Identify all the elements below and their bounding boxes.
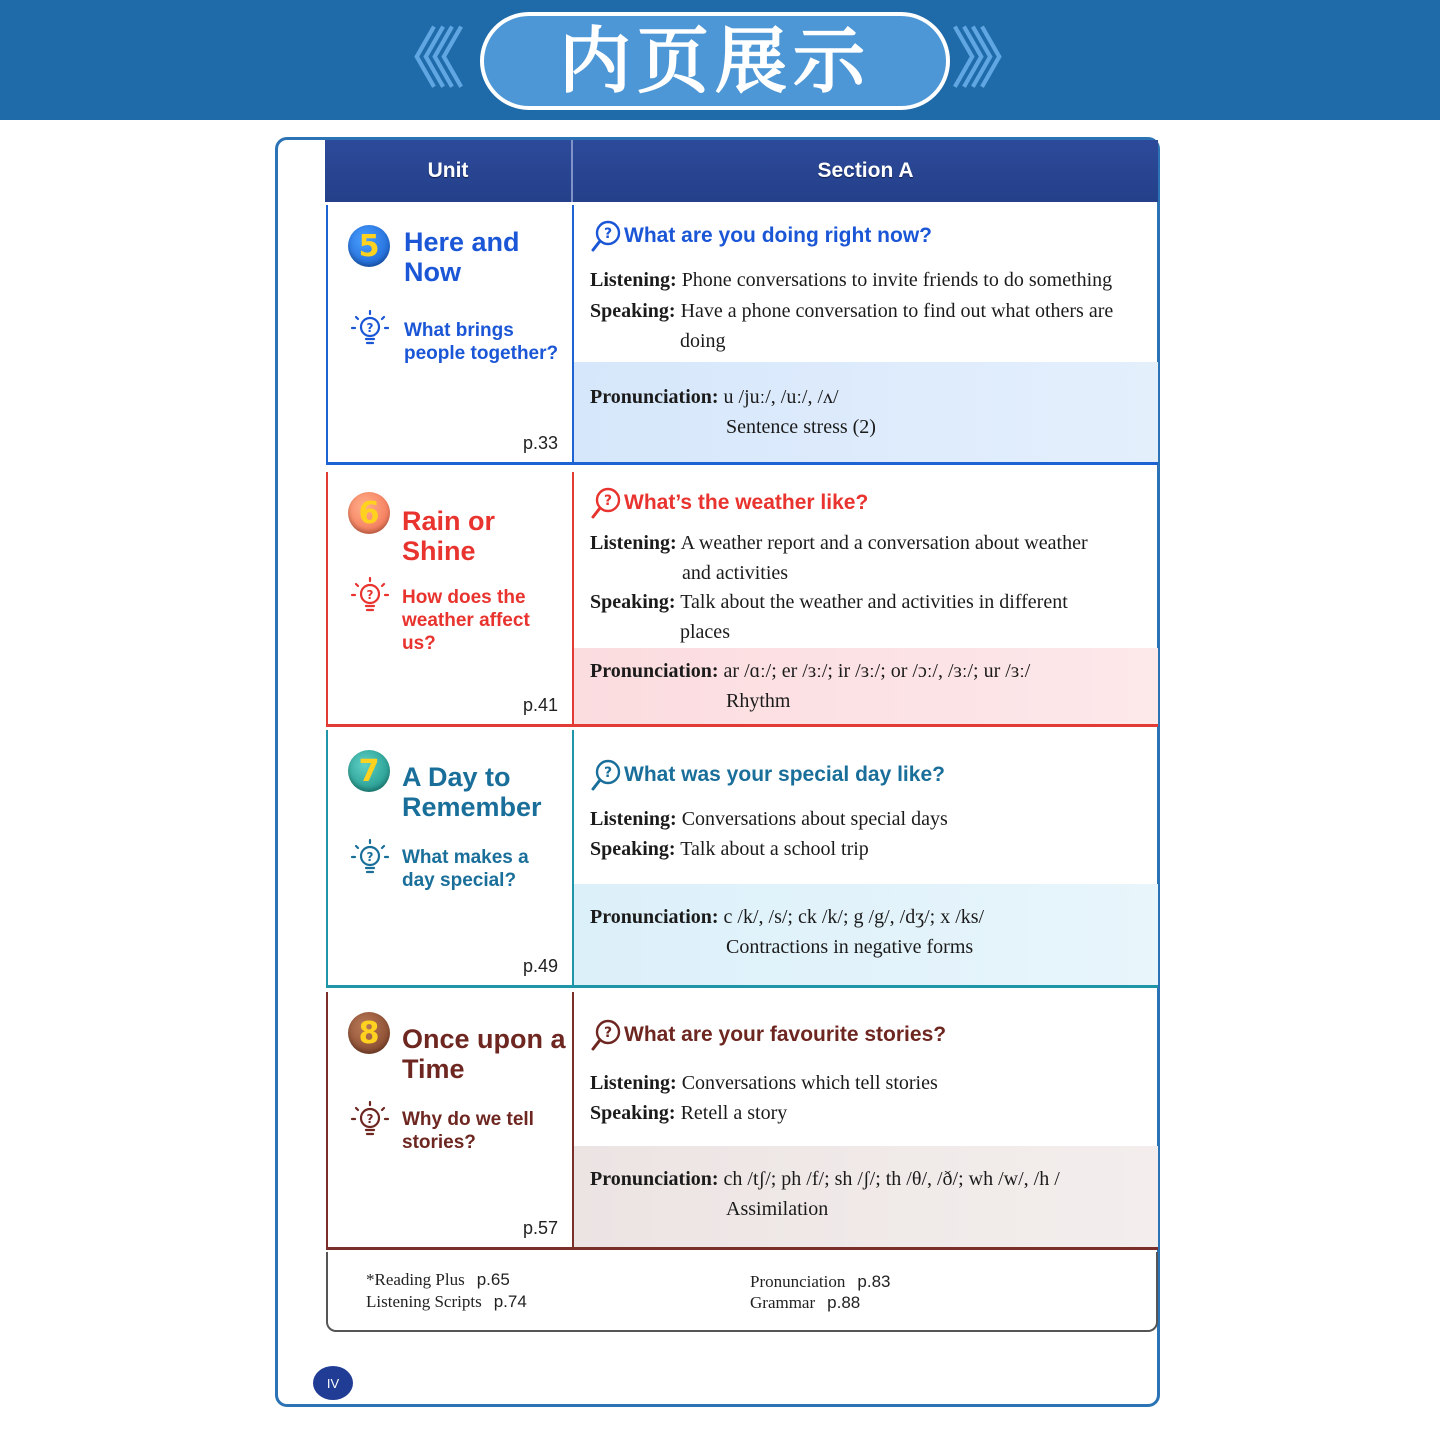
listening-text: Listening: Conversations about special days [590,808,948,830]
lightbulb-question-icon [350,576,390,616]
header-unit: Unit [325,140,573,202]
svg-text:?: ? [603,765,613,781]
unit-title: Here and Now [404,227,520,287]
speaking-text: Speaking: Retell a story [590,1102,788,1124]
speaking-text: Speaking: Talk about a school trip [590,838,869,860]
table-header [325,140,1158,202]
svg-text:?: ? [366,588,374,602]
listening-scripts-entry: Listening Scripts p.74 [366,1292,527,1311]
section-question: ? What was your special day like? [590,758,945,792]
magnifier-question-icon [590,758,622,792]
listening-text: Listening: Phone conversations to invite friends to do something [590,269,1113,291]
unit-number-badge: 7 [348,750,390,792]
unit-row-5 [326,205,1158,465]
reading-plus-entry: *Reading Plus p.65 [366,1270,510,1289]
pronunciation-entry: Pronunciation p.83 [750,1272,891,1291]
listening-text: Listening: Conversations which tell stories [590,1072,938,1094]
unit-page: p.57 [522,1218,558,1238]
unit-title: Rain or Shine [402,506,496,566]
unit-row-6 [326,472,1158,727]
speaking-text: Speaking: Have a phone conversation to find out what others are doing [590,300,1114,352]
unit-big-question: What makes a day special? [402,847,529,891]
banner-pill [480,12,950,110]
section-cell [574,730,1158,988]
appendix-box [326,1252,1158,1332]
pronunciation-text: Pronunciation: ch /tʃ/; ph /f/; sh /ʃ/; th /θ/, /ð/; wh /w/, /h / Assimilation [590,1168,1060,1220]
section-question: ? What are your favourite stories? [590,1018,946,1052]
unit-cell [326,472,574,727]
lightbulb-question-icon [350,1100,390,1140]
magnifier-question-icon [590,1018,622,1052]
svg-text:?: ? [603,493,613,509]
section-cell [574,992,1158,1250]
unit-number-badge: 8 [348,1012,390,1054]
pronunciation-text: Pronunciation: c /k/, /s/; ck /k/; g /g/, /dʒ/; x /ks/ Contractions in negative forms [590,906,985,958]
page-number-badge: IV [313,1366,353,1400]
unit-big-question: What brings people together? [404,320,559,364]
unit-row-7 [326,730,1158,988]
banner-title: 内页展示 [558,19,871,103]
speaking-text: Speaking: Talk about the weather and activities in different places [590,591,1068,643]
svg-text:?: ? [603,226,613,242]
left-chevrons-icon: 《《 [382,23,450,97]
unit-page: p.41 [522,695,558,715]
unit-big-question: Why do we tell stories? [402,1109,534,1153]
header-section-a: Section A [817,159,914,182]
svg-text:?: ? [366,1112,374,1126]
svg-text:?: ? [366,321,374,335]
section-question: ? What are you doing right now? [590,219,932,253]
magnifier-question-icon [590,219,622,253]
grammar-entry: Grammar p.88 [750,1293,861,1312]
unit-cell [326,205,574,465]
unit-row-8 [326,992,1158,1250]
section-cell [574,472,1158,727]
svg-text:?: ? [603,1025,613,1041]
unit-page: p.33 [522,433,558,453]
pronunciation-text: Pronunciation: u /juː/, /uː/, /ʌ/ Sentence stress (2) [590,386,876,438]
lightbulb-question-icon [350,309,390,349]
unit-title: Once upon a Time [402,1024,566,1084]
unit-number-badge: 6 [348,492,390,534]
unit-number-badge: 5 [348,225,390,267]
top-banner [0,0,1440,120]
svg-text:?: ? [366,850,374,864]
unit-page: p.49 [522,956,558,976]
right-chevrons-icon: 》》 [952,23,1020,97]
lightbulb-question-icon [350,838,390,878]
unit-cell [326,992,574,1250]
unit-title: A Day to Remember [402,762,542,822]
section-question: ? What’s the weather like? [590,486,868,520]
magnifier-question-icon [590,486,622,520]
unit-cell [326,730,574,988]
listening-text: Listening: A weather report and a conversation about weather and activities [590,532,1088,584]
unit-big-question: How does the weather affect us? [402,587,530,654]
section-cell [574,205,1158,465]
pronunciation-text: Pronunciation: ar /ɑː/; er /ɜː/; ir /ɜː/; or /ɔː/, /ɜː/; ur /ɜː/ Rhythm [590,660,1031,712]
